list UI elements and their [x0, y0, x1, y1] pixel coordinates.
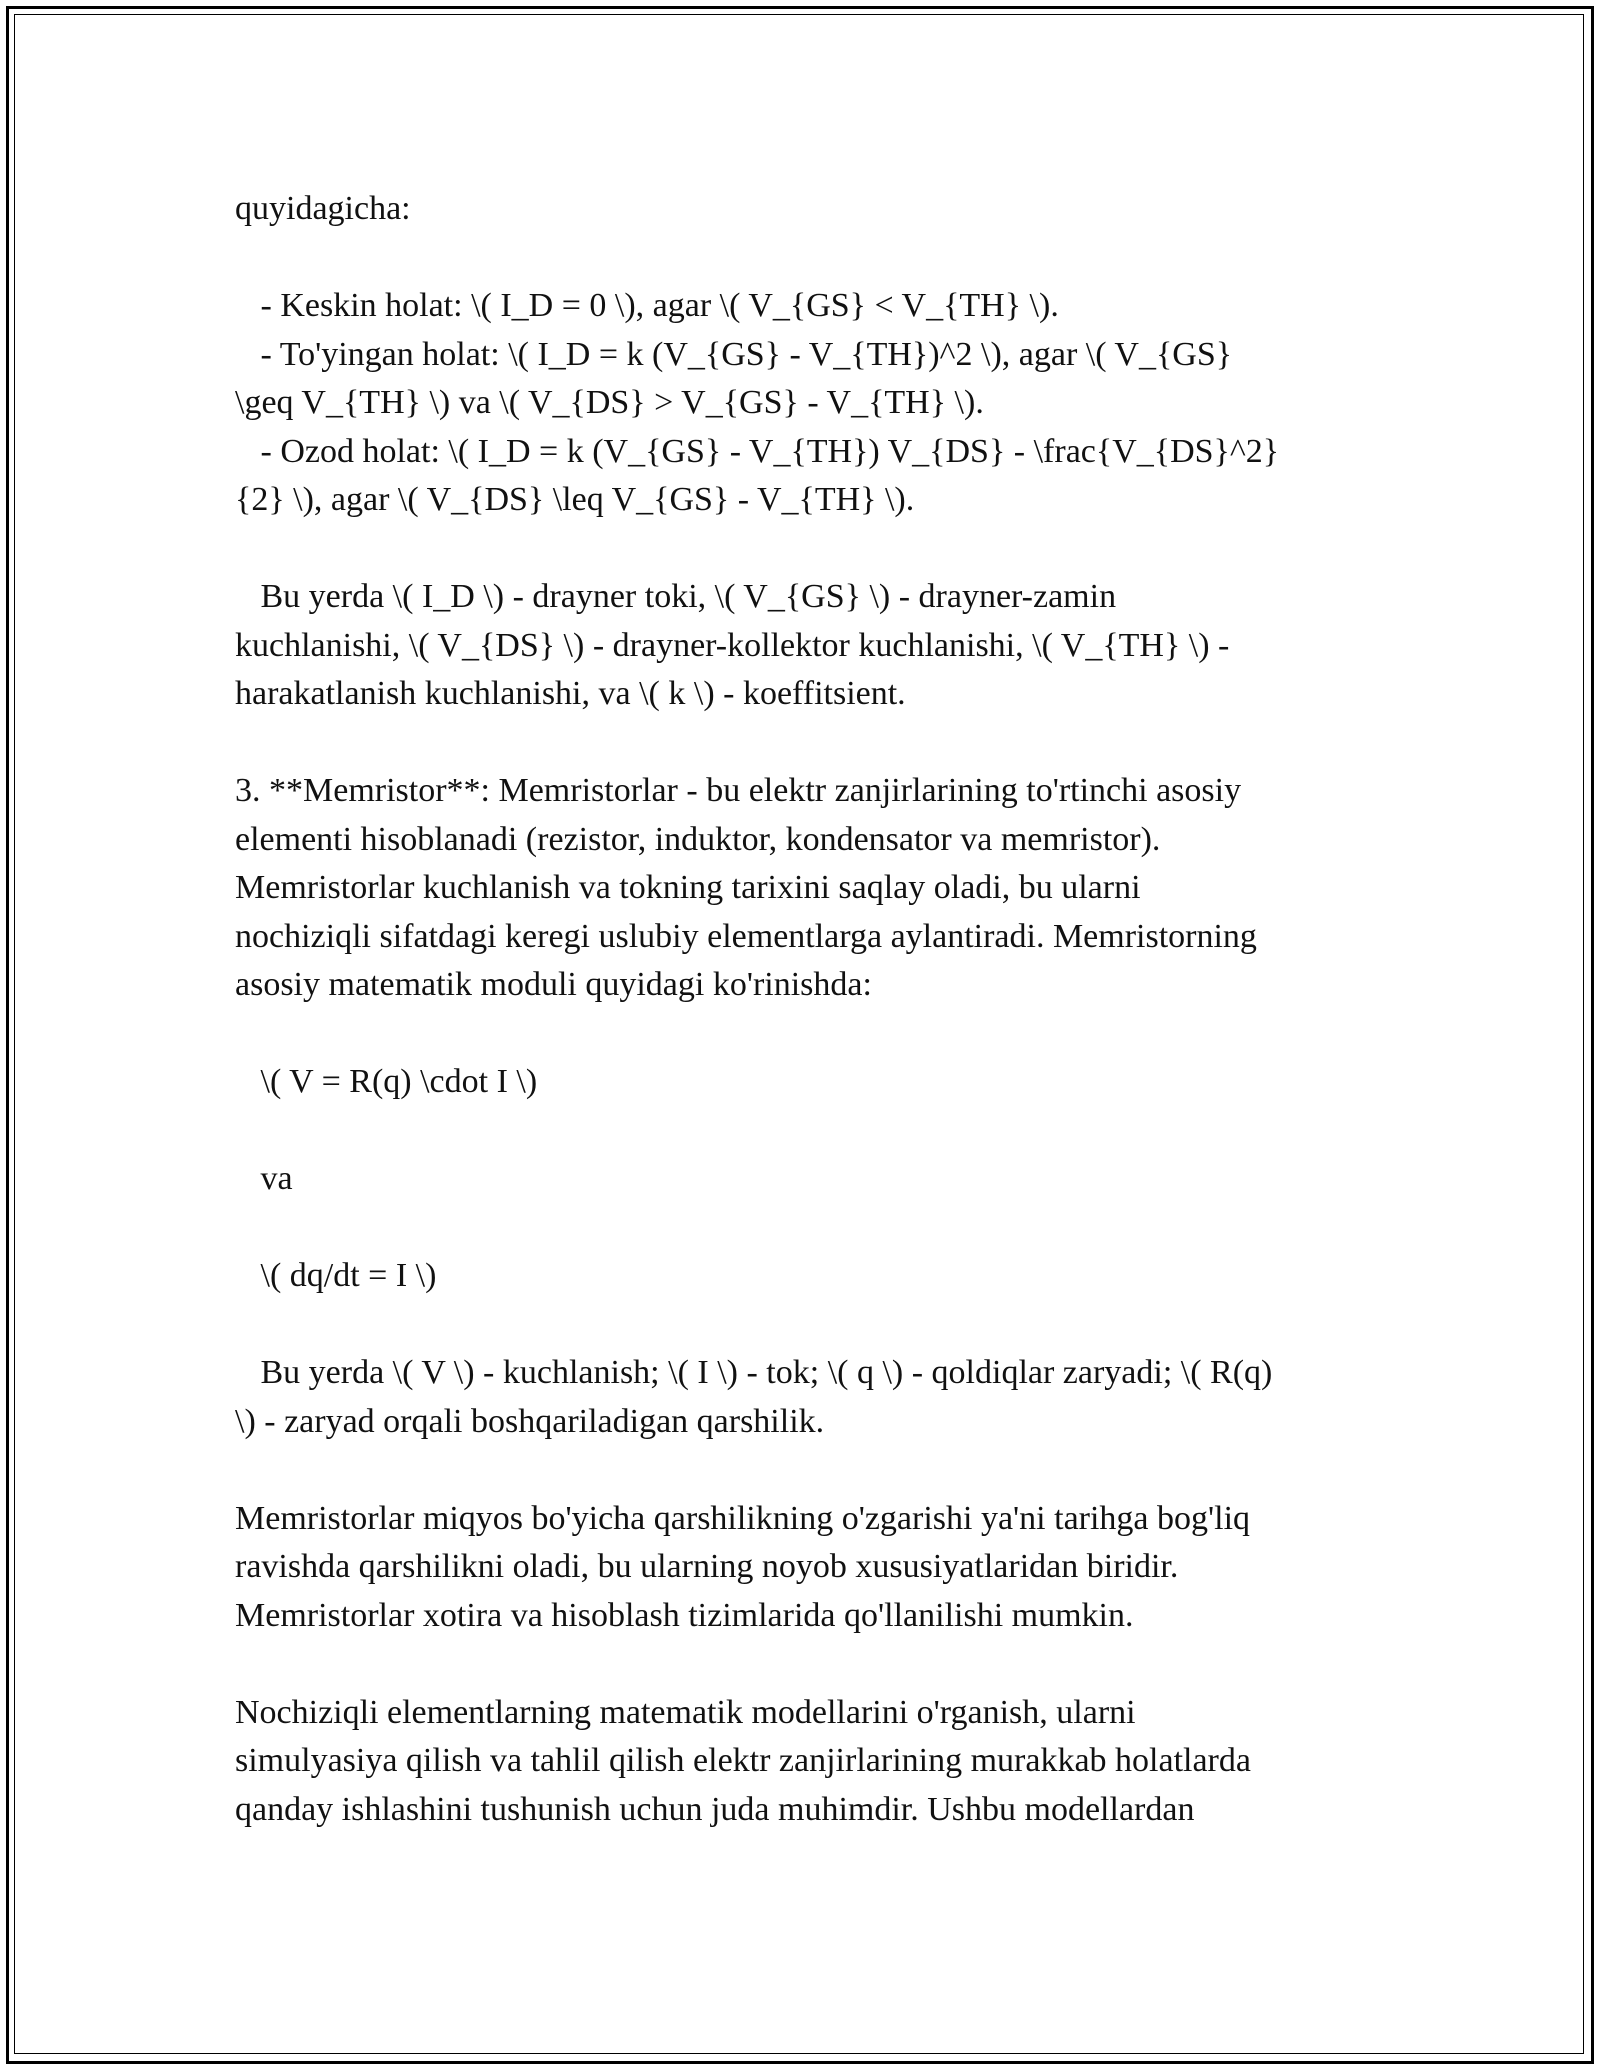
text-line: Memristorlar xotira va hisoblash tizimlarida qo'llanilishi mumkin. — [235, 1596, 1134, 1634]
blank-line — [235, 234, 1375, 283]
text-line: 3. **Memristor**: Memristorlar - bu elektr zanjirlarining to'rtinchi asosiy — [235, 772, 1242, 809]
blank-line — [235, 719, 1375, 768]
text-line: simulyasiya qilish va tahlil qilish elektr zanjirlarining murakkab holatlarda — [235, 1742, 1251, 1779]
formula-line: \( dq/dt = I \) — [235, 1257, 437, 1294]
text-line: Memristorlar miqyos bo'yicha qarshilikning o'zgarishi ya'ni tarihga bog'liq — [235, 1499, 1251, 1537]
blank-line — [235, 1010, 1375, 1059]
text-line: \) - zaryad orqali boshqariladigan qarshilik. — [235, 1402, 825, 1440]
blank-line — [235, 1107, 1375, 1156]
text-line: qanday ishlashini tushunish uchun juda muhimdir. Ushbu modellardan — [235, 1790, 1195, 1828]
blank-line — [235, 525, 1375, 574]
formula-line: \( V = R(q) \cdot I \) — [235, 1063, 538, 1100]
text-line: \geq V_{TH} \) va \( V_{DS} > V_{GS} - V_{TH} \). — [235, 384, 984, 421]
text-line: Memristorlar kuchlanish va tokning tarixini saqlay oladi, bu ularni — [235, 869, 1141, 906]
blank-line — [235, 1640, 1375, 1689]
text-line: Nochiziqli elementlarning matematik modellarini o'rganish, ularni — [235, 1693, 1136, 1731]
text-line: quyidagicha: — [235, 190, 411, 227]
text-line: - Keskin holat: \( I_D = 0 \), agar \( V_{GS} < V_{TH} \). — [235, 287, 1059, 324]
text-line: harakatlanish kuchlanishi, va \( k \) - koeffitsient. — [235, 675, 906, 712]
text-line: - To'yingan holat: \( I_D = k (V_{GS} - V_{TH})^2 \), agar \( V_{GS} — [235, 335, 1233, 373]
text-line: ravishda qarshilikni oladi, bu ularning noyob xususiyatlaridan biridir. — [235, 1548, 1179, 1585]
document-body — [235, 185, 1375, 1834]
text-line: {2} \), agar \( V_{DS} \leq V_{GS} - V_{TH} \). — [235, 481, 915, 518]
text-line: nochiziqli sifatdagi keregi uslubiy elementlarga aylantiradi. Memristorning — [235, 917, 1257, 955]
blank-line — [235, 1301, 1375, 1350]
blank-line — [235, 1204, 1375, 1253]
text-line: Bu yerda \( I_D \) - drayner toki, \( V_{GS} \) - drayner-zamin — [235, 578, 1117, 615]
text-line: Bu yerda \( V \) - kuchlanish; \( I \) - tok; \( q \) - qoldiqlar zaryadi; \( R(q) — [235, 1354, 1273, 1391]
text-line: va — [235, 1160, 293, 1197]
text-line: - Ozod holat: \( I_D = k (V_{GS} - V_{TH}) V_{DS} - \frac{V_{DS}^2} — [235, 432, 1280, 470]
text-line: elementi hisoblanadi (rezistor, induktor, kondensator va memristor). — [235, 820, 1161, 858]
blank-line — [235, 1446, 1375, 1495]
text-line: asosiy matematik moduli quyidagi ko'rinishda: — [235, 966, 872, 1003]
text-line: kuchlanishi, \( V_{DS} \) - drayner-kollektor kuchlanishi, \( V_{TH} \) - — [235, 626, 1230, 664]
